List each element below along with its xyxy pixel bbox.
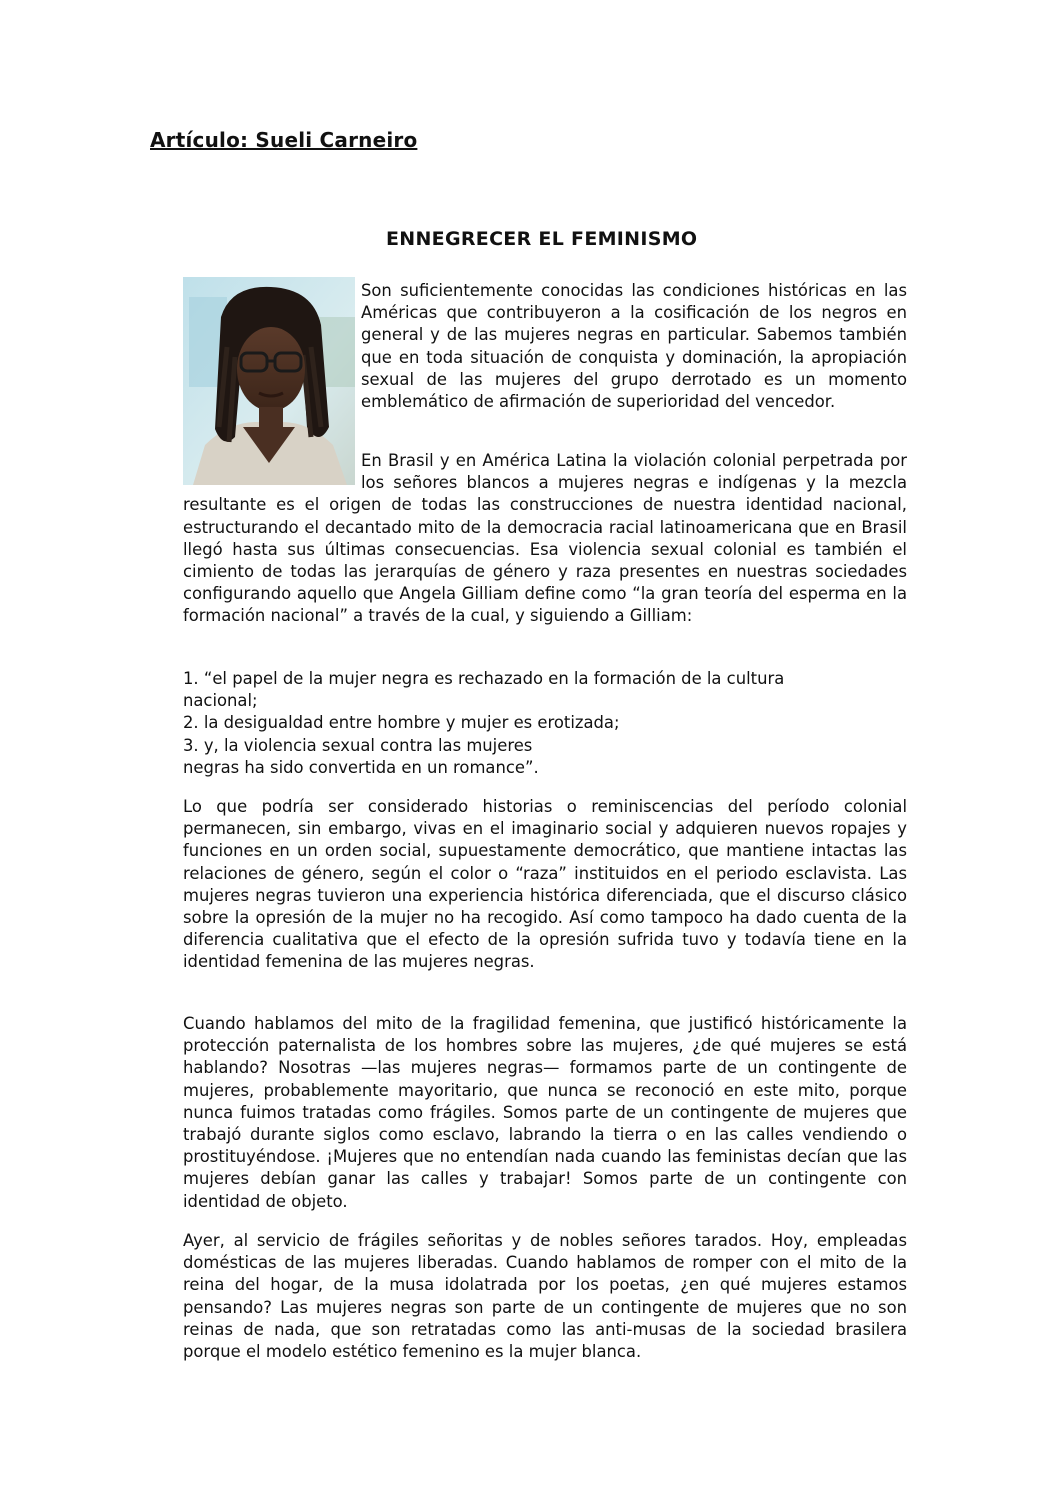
paragraph-4: Cuando hablamos del mito de la fragilidad femenina, que justificó históricamente la protección paternalista de los hombres sobre las mujeres, ¿de qué mujeres se está hablando? Nosotras —las mujeres negras— formamos parte de un contingente de mujeres, probablemente mayoritario, que nunca se reconoció en este mito, porque nunca fuimos tratadas como frágiles. Somos parte de un contingente de mujeres que trabajó durante siglos como esclavo, labrando la tierra o en las calles vendiendo o prostituyéndose. ¡Mujeres que no entendían nada cuando las feministas decían que las mujeres debían ganar las calles y trabajar! Somos parte de un contingente con identidad de objeto. [183, 1014, 907, 1211]
list-item: 1. “el papel de la mujer negra es rechazado en la formación de la cultura [183, 669, 785, 688]
paragraph-2-text: En Brasil y en América Latina la violación colonial perpetrada por los señores blancos a mujeres negras e indígenas y la mezcla resultante es el origen de todas las construcciones de nuestra identidad nacional, estructurando el decantado mito de la democracia racial latinoamericana que en Brasil llegó hasta sus últimas consecuencias. Esa violencia sexual colonial es también el cimiento de todas las jerarquías de género y raza presentes en nuestras sociedades configurando aquello que Angela Gilliam define como “la gran teoría del esperma en la formación nacional” a través de la cual, y siguiendo a Gilliam: [183, 451, 907, 626]
article-heading: Artículo: Sueli Carneiro [150, 128, 418, 152]
paragraph-5: Ayer, al servicio de frágiles señoritas y de nobles señores tarados. Hoy, empleadas domésticas de las mujeres liberadas. Cuando hablamos de romper con el mito de la reina del hogar, de la musa idolatrada por los poetas, ¿en qué mujeres estamos pensando? Las mujeres negras son parte de un contingente de mujeres que no son reinas de nada, que son retratadas como las anti-musas de la sociedad brasilera porque el modelo estético femenino es la mujer blanca. [183, 1231, 907, 1362]
list-item: 3. y, la violencia sexual contra las mujeres [183, 735, 533, 755]
paragraph-1 [183, 280, 907, 458]
list-item: nacional; [183, 691, 258, 711]
paragraph-3: Lo que podría ser considerado historias o reminiscencias del período colonial permanecen, sin embargo, vivas en el imaginario social y adquieren nuevos ropajes y funciones en un orden social, supuestamente democrático, que mantiene intactas las relaciones de género, según el color o “raza” instituidos en el periodo esclavista. Las mujeres negras tuvieron una experiencia histórica diferenciada, que el discurso clásico sobre la opresión de la mujer no ha recogido. Así como tampoco ha dado cuenta de la diferencia cualitativa que el efecto de la opresión sufrida tuvo y todavía tiene en la identidad femenina de las mujeres negras. [183, 797, 907, 972]
article-title: ENNEGRECER EL FEMINISMO [386, 228, 698, 250]
paragraph-1-text: Son suficientemente conocidas las condiciones históricas en las Américas que contribuyeron a la cosificación de los negros en general y de las mujeres negras en particular. Sabemos también que en toda situación de conquista y dominación, la apropiación sexual de las mujeres del grupo derrotado es un momento emblemático de afirmación de superioridad del vencedor. [361, 281, 907, 412]
list-item: negras ha sido convertida en un romance”. [183, 757, 539, 777]
quote-list [183, 668, 907, 779]
paragraph-2 [183, 450, 907, 628]
list-item: 2. la desigualdad entre hombre y mujer es erotizada; [183, 713, 620, 733]
